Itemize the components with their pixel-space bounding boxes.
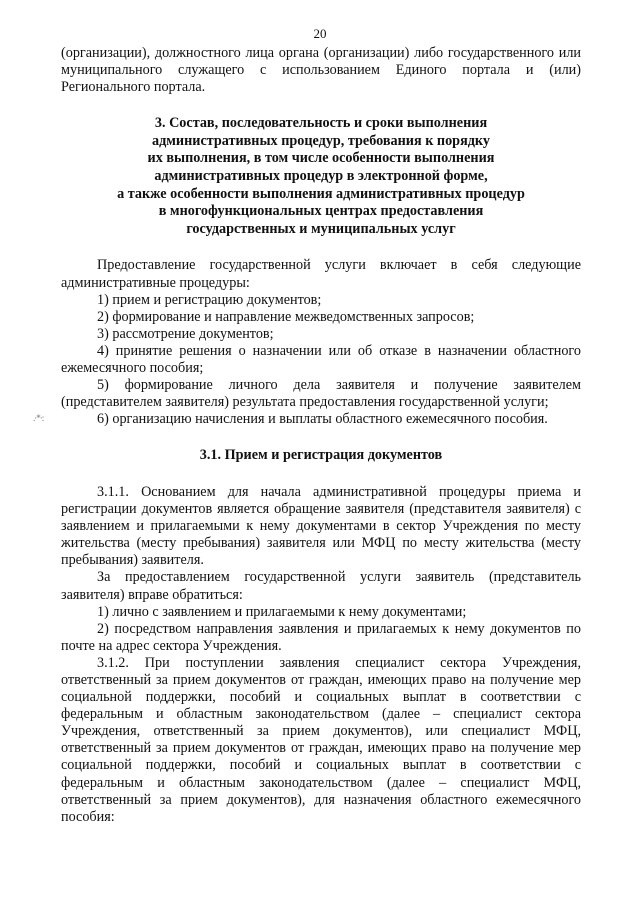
section-3-heading-line: административных процедур в электронной форме, <box>154 168 488 185</box>
section-3-heading-line: их выполнения, в том числе особенности выполнения <box>147 150 495 167</box>
section-3-heading <box>61 115 581 238</box>
paragraph-3-1-2: 3.1.2. При поступлении заявления специалист сектора Учреждения, ответственный за прием документов от граждан, имеющих право на получение мер социальной поддержки, пособий и социальных выплат в соответствии с федеральным и областным законодательством (далее – специалист сектора Учреждения, ответственный за прием документов), или специалист МФЦ, ответственный за прием документов от граждан, имеющих право на получение мер социальной поддержки, пособий и социальных выплат в соответствии с федеральным и областным законодательством (далее – специалист МФЦ, ответственный за прием документов), для назначения областного ежемесячного пособия: <box>61 654 581 825</box>
procedure-item: 2) формирование и направление межведомственных запросов; <box>97 308 475 325</box>
section-3-heading-line: государственных и муниципальных услуг <box>186 220 456 237</box>
submission-way-item: 2) посредством направления заявления и прилагаемых к нему документов по почте на адрес сектора Учреждения. <box>61 620 581 654</box>
procedure-item: 6) организацию начисления и выплаты областного ежемесячного пособия. <box>97 411 548 428</box>
submission-ways-lead: За предоставлением государственной услуги заявитель (представитель заявителя) вправе обратиться: <box>61 569 581 603</box>
section-3-heading-line: в многофункциональных центрах предоставления <box>158 203 484 220</box>
procedure-item: 5) формирование личного дела заявителя и получение заявителем (представителем заявителя) результата предоставления государственной услуги; <box>61 377 581 411</box>
section-3-1-heading: 3.1. Прием и регистрация документов <box>199 447 443 464</box>
procedures-lead: Предоставление государственной услуги включает в себя следующие административные процедуры: <box>61 257 581 291</box>
scan-smudge: .·*·: <box>33 413 44 423</box>
paragraph-3-1-1: 3.1.1. Основанием для начала административной процедуры приема и регистрации документов является обращение заявителя (представителя заявителя) с заявлением и прилагаемыми к нему документами в сектор Учреждения по месту жительства (месту пребывания) заявителя или МФЦ по месту жительства (месту пребывания) заявителя. <box>61 483 581 569</box>
submission-way-item: 1) лично с заявлением и прилагаемыми к нему документами; <box>97 603 467 620</box>
procedure-item: 1) прием и регистрацию документов; <box>97 291 322 308</box>
document-body <box>61 45 581 826</box>
intro-paragraph: (организации), должностного лица органа (организации) либо государственного или муниципального служащего с использованием Единого портала и (или) Регионального портала. <box>61 45 581 96</box>
procedure-item: 4) принятие решения о назначении или об отказе в назначении областного ежемесячного пособия; <box>61 342 581 376</box>
section-3-heading-line: административных процедур, требования к порядку <box>151 132 490 149</box>
page-number: 20 <box>313 26 327 41</box>
section-3-heading-line: а также особенности выполнения административных процедур <box>117 185 525 202</box>
procedure-item: 3) рассмотрение документов; <box>97 325 274 342</box>
section-3-heading-line: 3. Состав, последовательность и сроки выполнения <box>154 115 488 132</box>
